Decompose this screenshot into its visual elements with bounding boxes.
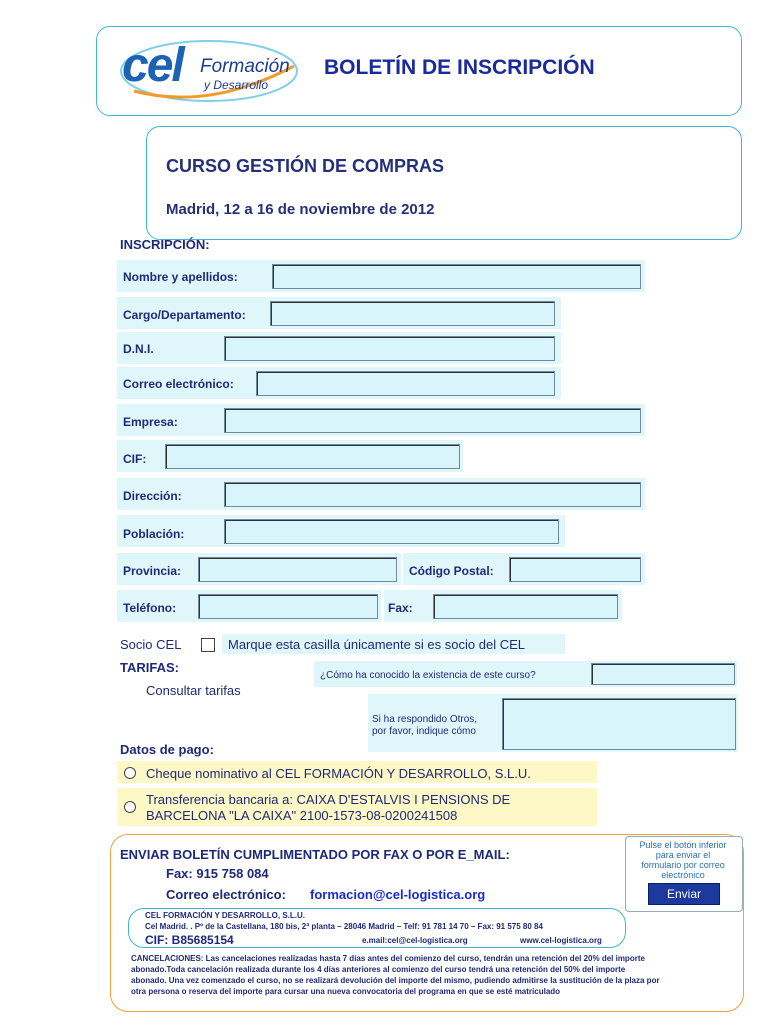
dni-input[interactable] [224,336,555,361]
otros-label-2: por favor, indique cómo [372,726,476,737]
label-correo: Correo electrónico: [123,377,234,391]
cancel-line-3: abonado. Una vez comenzado el curso, no se realizará devolución del importe del mismo, pudiendo admitirse la sustitución de la plaza por [131,976,660,985]
pulse-line-2: para enviar el [655,850,711,860]
socio-text: Marque esta casilla únicamente si es socio del CEL [228,637,525,652]
nombre-input[interactable] [272,264,641,289]
footer-fax: Fax: 915 758 084 [166,866,269,881]
label-codigo-postal: Código Postal: [409,564,494,578]
page-title: BOLETÍN DE INSCRIPCIÓN [324,56,595,79]
cheque-text: Cheque nominativo al CEL FORMACIÓN Y DESARROLLO, S.L.U. [146,766,531,781]
label-cif: CIF: [123,452,147,466]
cheque-radio[interactable] [124,767,136,779]
correo-input[interactable] [256,371,555,396]
company-address: Cel Madrid. . Pº de la Castellana, 180 bis, 2ª planta – 28046 Madrid – Telf: 91 781 14 70 – Fax: 91 575 80 84 [145,922,543,931]
otros-textarea[interactable] [502,698,736,750]
transferencia-radio[interactable] [124,801,136,813]
label-nombre: Nombre y apellidos: [123,270,238,284]
pulse-line-4: electrónico [661,870,705,880]
socio-checkbox[interactable] [201,638,215,652]
course-box [146,126,742,240]
footer-correo-label: Correo electrónico: [166,887,286,902]
logo-cel-text: cel [122,39,183,92]
cel-logo [114,36,304,106]
como-conocido-label: ¿Cómo ha conocido la existencia de este curso? [320,670,536,681]
footer-correo-value[interactable]: formacion@cel-logistica.org [310,887,486,902]
course-dates: Madrid, 12 a 16 de noviembre de 2012 [166,201,435,218]
pulse-line-1: Pulse el botón inferior [639,840,727,850]
direccion-input[interactable] [224,482,641,507]
label-provincia: Provincia: [123,564,182,578]
provincia-input[interactable] [198,557,397,582]
label-poblacion: Población: [123,527,185,541]
telefono-input[interactable] [198,594,378,619]
cif-input[interactable] [165,444,460,469]
label-direccion: Dirección: [123,489,182,503]
otros-label-1: Si ha respondido Otros, [372,714,478,725]
logo-desarrollo-text: y Desarrollo [204,78,269,92]
label-fax: Fax: [388,601,413,615]
transferencia-text-2: BARCELONA "LA CAIXA" 2100-1573-08-0200241508 [146,808,458,823]
company-name: CEL FORMACIÓN Y DESARROLLO, S.L.U. [145,911,306,920]
logo-formacion-text: Formación [200,56,290,77]
label-empresa: Empresa: [123,415,178,429]
fax-input[interactable] [433,594,618,619]
tarifas-heading: TARIFAS: [120,660,179,675]
company-email: e.mail:cel@cel-logistica.org [362,936,468,945]
cancel-line-4: otra persona o reserva del importe para cursar una nueva convocatoria del programa en que se esté matriculado [131,987,561,996]
company-web: www.cel-logistica.org [520,936,602,945]
datos-pago-heading: Datos de pago: [120,742,214,757]
cancel-line-2: abonado.Toda cancelación realizada durante los 4 días anteriores al comienzo del curso tendrá una retención del 50% del importe [131,965,626,974]
label-dni: D.N.I. [123,342,154,356]
enviar-button[interactable]: Enviar [648,883,720,905]
course-title: CURSO GESTIÓN DE COMPRAS [166,156,445,176]
empresa-input[interactable] [224,408,641,433]
transferencia-text-1: Transferencia bancaria a: CAIXA D'ESTALVIS I PENSIONS DE [146,792,511,807]
company-cif: CIF: B85685154 [145,933,234,947]
socio-label: Socio CEL [120,637,182,652]
poblacion-input[interactable] [224,519,559,544]
enviar-title: ENVIAR BOLETÍN CUMPLIMENTADO POR FAX O POR E_MAIL: [120,847,510,862]
section-inscripcion: INSCRIPCIÓN: [120,237,210,252]
consultar-tarifas-link[interactable]: Consultar tarifas [146,683,241,698]
pulse-line-3: formulario por correo [641,860,725,870]
cancel-line-1: CANCELACIONES: Las cancelaciones realizadas hasta 7 días antes del comienzo del curso, tendrán una retención del 20% del importe [131,954,645,963]
como-conocido-select[interactable] [591,663,735,685]
label-cargo: Cargo/Departamento: [123,308,246,322]
cargo-input[interactable] [270,301,555,326]
codigo-postal-input[interactable] [509,557,641,582]
label-telefono: Teléfono: [123,601,177,615]
